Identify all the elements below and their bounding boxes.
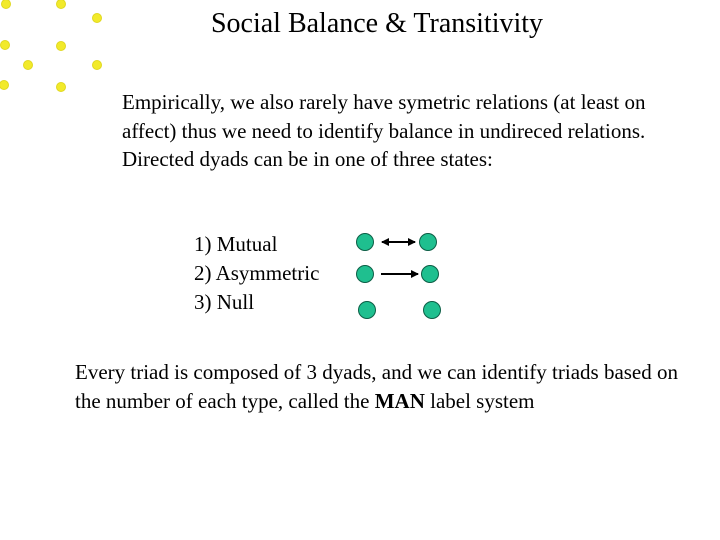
intro-paragraph: Empirically, we also rarely have symetric relations (at least on affect) thus we need to identify balance in undireced relations. Directed dyads can be in one of three states: [122, 90, 646, 171]
node [420, 234, 437, 251]
node [422, 266, 439, 283]
state-mutual: 1) Mutual [194, 232, 278, 256]
outro-text: Every triad is composed of 3 dyads, and we can identify triads based on the number of each type, called the [75, 360, 679, 413]
null-dyad [359, 302, 441, 319]
mutual-dyad [357, 234, 437, 251]
man-label: MAN [374, 389, 425, 413]
asymmetric-dyad [357, 266, 439, 283]
node [357, 266, 374, 283]
node [424, 302, 441, 319]
state-null: 3) Null [194, 290, 255, 314]
outro-text-end: label system [424, 389, 535, 413]
slide-title: Social Balance & Transitivity [210, 8, 544, 39]
node [359, 302, 376, 319]
node [357, 234, 374, 251]
outro-paragraph [75, 358, 705, 416]
state-asymmetric: 2) Asymmetric [194, 261, 320, 285]
